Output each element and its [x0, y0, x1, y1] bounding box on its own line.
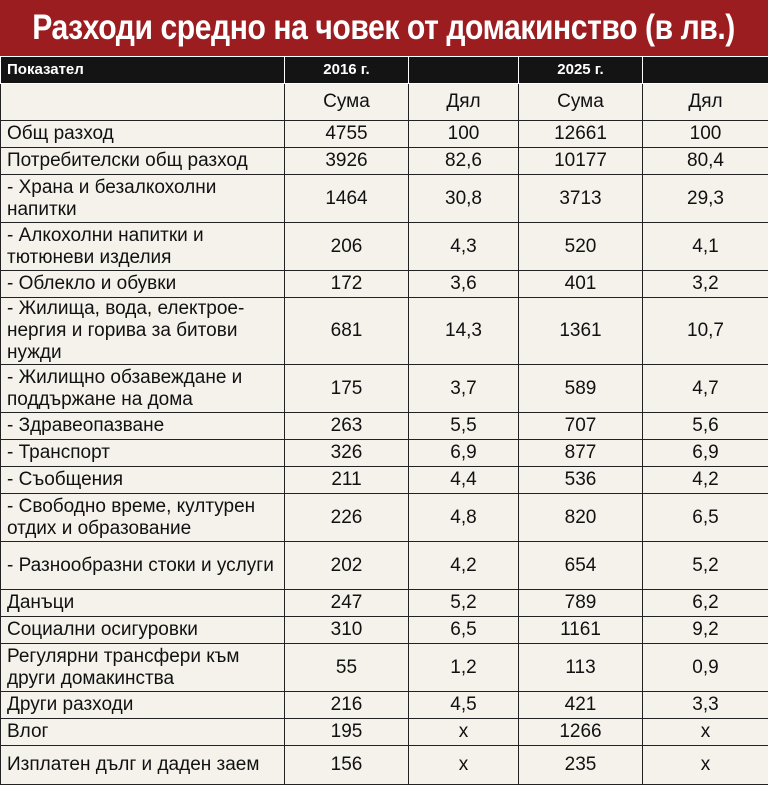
header-share-2016: Дял	[409, 84, 519, 121]
row-label: - Здравеопазване	[1, 413, 285, 440]
cell-sum-2025: 654	[519, 542, 643, 590]
cell-share-2025: 6,9	[643, 440, 768, 467]
table-row	[1, 413, 768, 440]
cell-share-2016: 82,6	[409, 148, 519, 175]
cell-sum-2025: 1266	[519, 719, 643, 746]
cell-sum-2025: 3713	[519, 175, 643, 223]
cell-share-2016: 4,4	[409, 467, 519, 494]
cell-share-2016: 3,6	[409, 271, 519, 298]
cell-share-2016: 4,8	[409, 494, 519, 542]
cell-sum-2016: 226	[285, 494, 409, 542]
cell-sum-2025: 401	[519, 271, 643, 298]
cell-sum-2016: 310	[285, 617, 409, 644]
header-row-columns	[1, 84, 768, 121]
cell-share-2025: 0,9	[643, 644, 768, 692]
header-blank-2025	[643, 57, 768, 84]
cell-share-2016: 4,2	[409, 542, 519, 590]
cell-sum-2025: 877	[519, 440, 643, 467]
header-share-2025: Дял	[643, 84, 768, 121]
table-row	[1, 467, 768, 494]
cell-share-2016: x	[409, 719, 519, 746]
header-empty	[1, 84, 285, 121]
table-row	[1, 692, 768, 719]
cell-share-2025: 29,3	[643, 175, 768, 223]
row-label: Регулярни трансфери към други домакинства	[1, 644, 285, 692]
expenses-table	[0, 56, 768, 785]
row-label: - Жилищно обзавеждане и поддържане на дома	[1, 365, 285, 413]
row-label: - Транспорт	[1, 440, 285, 467]
cell-share-2025: 100	[643, 121, 768, 148]
table-row	[1, 746, 768, 785]
cell-share-2025: 5,2	[643, 542, 768, 590]
cell-share-2025: 4,1	[643, 223, 768, 271]
table-row	[1, 148, 768, 175]
cell-sum-2025: 1361	[519, 298, 643, 365]
table-row	[1, 719, 768, 746]
cell-share-2016: 14,3	[409, 298, 519, 365]
cell-sum-2016: 172	[285, 271, 409, 298]
row-label: - Алкохолни напитки и тютюневи изделия	[1, 223, 285, 271]
table-row	[1, 494, 768, 542]
cell-sum-2025: 10177	[519, 148, 643, 175]
cell-share-2016: 30,8	[409, 175, 519, 223]
row-label: Данъци	[1, 590, 285, 617]
cell-sum-2025: 113	[519, 644, 643, 692]
header-indicator: Показател	[1, 57, 285, 84]
cell-sum-2016: 195	[285, 719, 409, 746]
cell-sum-2025: 421	[519, 692, 643, 719]
cell-share-2016: 1,2	[409, 644, 519, 692]
cell-share-2025: 80,4	[643, 148, 768, 175]
cell-share-2016: 100	[409, 121, 519, 148]
header-row-years	[1, 57, 768, 84]
cell-share-2025: 3,3	[643, 692, 768, 719]
cell-sum-2025: 789	[519, 590, 643, 617]
table-row	[1, 617, 768, 644]
table-row	[1, 175, 768, 223]
row-label: Потребителски общ разход	[1, 148, 285, 175]
row-label: Изплатен дълг и даден заем	[1, 746, 285, 785]
header-blank-2016	[409, 57, 519, 84]
header-year-2025: 2025 г.	[519, 57, 643, 84]
cell-sum-2025: 536	[519, 467, 643, 494]
cell-sum-2025: 235	[519, 746, 643, 785]
table-row	[1, 223, 768, 271]
cell-sum-2016: 263	[285, 413, 409, 440]
header-sum-2016: Сума	[285, 84, 409, 121]
cell-share-2016: 5,5	[409, 413, 519, 440]
cell-share-2016: 6,9	[409, 440, 519, 467]
row-label: - Облекло и обувки	[1, 271, 285, 298]
cell-share-2025: x	[643, 746, 768, 785]
cell-sum-2016: 4755	[285, 121, 409, 148]
cell-sum-2016: 216	[285, 692, 409, 719]
cell-sum-2016: 1464	[285, 175, 409, 223]
table-row	[1, 644, 768, 692]
cell-share-2016: x	[409, 746, 519, 785]
cell-share-2016: 4,3	[409, 223, 519, 271]
cell-sum-2016: 55	[285, 644, 409, 692]
title-text: Разходи средно на човек от домакинство (в лв.)	[32, 8, 736, 47]
cell-share-2025: 4,7	[643, 365, 768, 413]
table-row	[1, 365, 768, 413]
cell-sum-2016: 211	[285, 467, 409, 494]
cell-sum-2016: 326	[285, 440, 409, 467]
row-label: Влог	[1, 719, 285, 746]
row-label: - Свободно време, културен отдих и образование	[1, 494, 285, 542]
cell-sum-2025: 12661	[519, 121, 643, 148]
cell-share-2025: 9,2	[643, 617, 768, 644]
cell-sum-2025: 589	[519, 365, 643, 413]
cell-share-2016: 3,7	[409, 365, 519, 413]
row-label: Общ разход	[1, 121, 285, 148]
cell-sum-2016: 202	[285, 542, 409, 590]
cell-share-2025: 4,2	[643, 467, 768, 494]
row-label: - Храна и безалкохолни напитки	[1, 175, 285, 223]
cell-share-2025: x	[643, 719, 768, 746]
cell-sum-2016: 175	[285, 365, 409, 413]
cell-share-2025: 6,5	[643, 494, 768, 542]
table-row	[1, 271, 768, 298]
table-row	[1, 440, 768, 467]
table-row	[1, 542, 768, 590]
cell-share-2025: 3,2	[643, 271, 768, 298]
row-label: - Жилища, вода, електрое-нергия и горива за битови нужди	[1, 298, 285, 365]
cell-share-2025: 10,7	[643, 298, 768, 365]
cell-share-2016: 4,5	[409, 692, 519, 719]
table-row	[1, 590, 768, 617]
header-sum-2025: Сума	[519, 84, 643, 121]
cell-sum-2016: 3926	[285, 148, 409, 175]
cell-sum-2016: 206	[285, 223, 409, 271]
cell-sum-2025: 520	[519, 223, 643, 271]
row-label: - Разнообразни стоки и услуги	[1, 542, 285, 590]
cell-sum-2016: 681	[285, 298, 409, 365]
cell-sum-2016: 156	[285, 746, 409, 785]
cell-sum-2025: 1161	[519, 617, 643, 644]
row-label: Други разходи	[1, 692, 285, 719]
cell-share-2025: 5,6	[643, 413, 768, 440]
header-year-2016: 2016 г.	[285, 57, 409, 84]
cell-sum-2025: 820	[519, 494, 643, 542]
page-title	[0, 0, 768, 56]
cell-share-2016: 6,5	[409, 617, 519, 644]
table-row	[1, 121, 768, 148]
cell-share-2025: 6,2	[643, 590, 768, 617]
table-row	[1, 298, 768, 365]
cell-share-2016: 5,2	[409, 590, 519, 617]
cell-sum-2016: 247	[285, 590, 409, 617]
row-label: - Съобщения	[1, 467, 285, 494]
row-label: Социални осигуровки	[1, 617, 285, 644]
cell-sum-2025: 707	[519, 413, 643, 440]
